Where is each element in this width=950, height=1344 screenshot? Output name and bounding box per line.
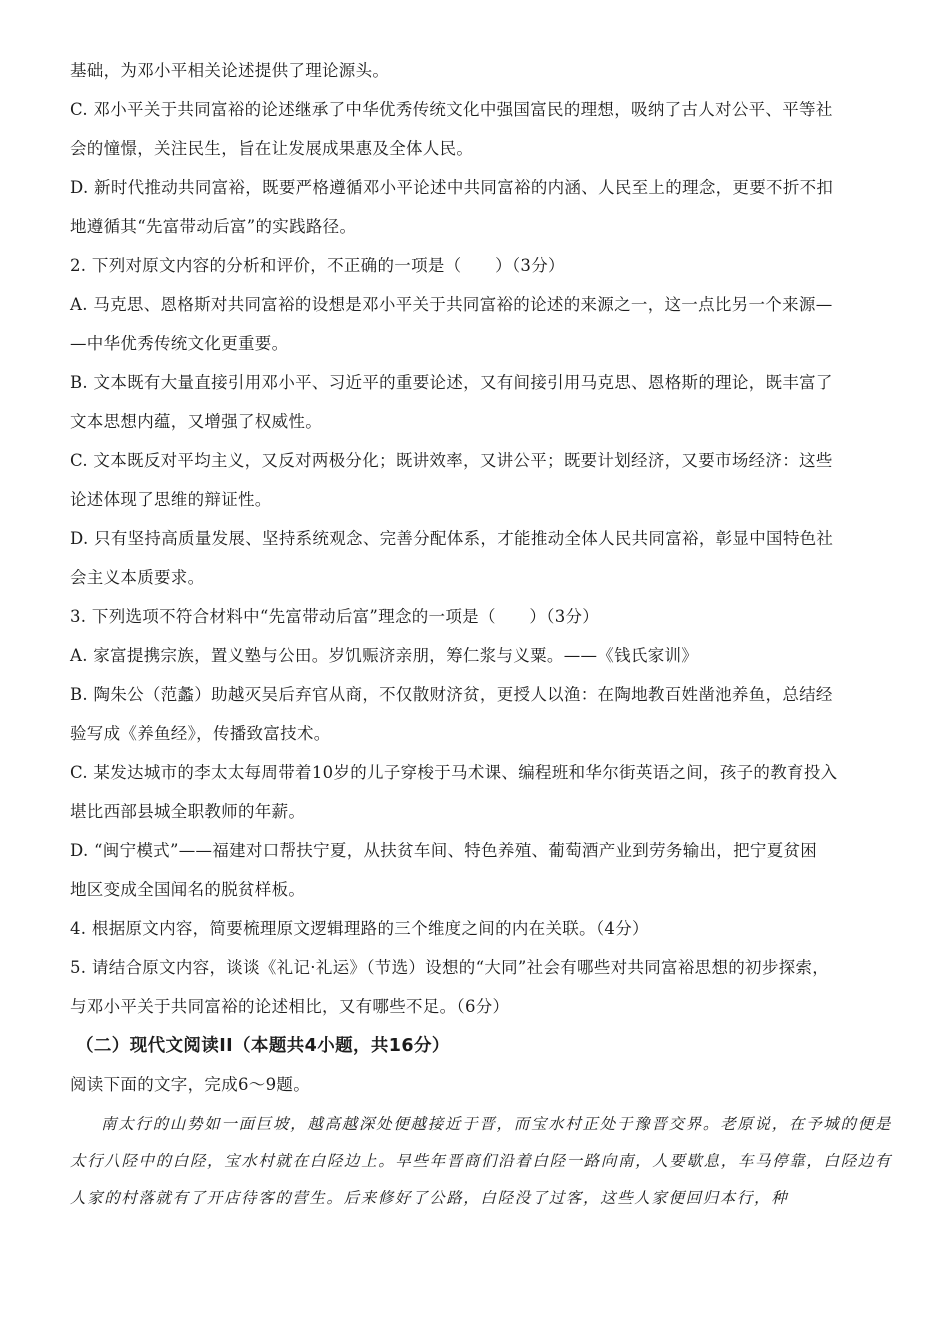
q3-option-b-line-1: B. 陶朱公（范蠡）助越灭吴后弃官从商，不仅散财济贫，更授人以渔：在陶地教百姓凿池养鱼，总结经 xyxy=(70,685,833,704)
q3-option-a: A. 家富提携宗族，置义塾与公田。岁饥赈济亲朋，筹仁浆与义粟。——《钱氏家训》 xyxy=(70,646,699,665)
story-paragraph: 南太行的山势如一面巨坡，越高越深处便越接近于晋，而宝水村正处于豫晋交界。老原说，在予城的便是太行八陉中的白陉，宝水村就在白陉边上。早些年晋商们沿着白陉一路向南，人要歇息，车马停靠，白陉边有人家的村落就有了开店待客的营生。后来修好了公路，白陉没了过客，这些人家便回归本行，种 xyxy=(70,1115,892,1207)
reading-instruction: 阅读下面的文字，完成6～9题。 xyxy=(70,1075,310,1094)
q3-option-d-line-2: 地区变成全国闻名的脱贫样板。 xyxy=(70,880,306,899)
section-title: （二）现代文阅读II（本题共4小题，共16分） xyxy=(76,1036,450,1056)
option-d-line-1: D. 新时代推动共同富裕，既要严格遵循邓小平论述中共同富裕的内涵、人民至上的理念，更要不折不扣 xyxy=(70,178,834,197)
q2-option-c-line-1: C. 文本既反对平均主义，又反对两极分化；既讲效率，又讲公平；既要计划经济，又要市场经济：这些 xyxy=(70,451,833,470)
q2-option-c-line-2: 论述体现了思维的辩证性。 xyxy=(70,490,272,509)
q3-option-d-line-1: D. “闽宁模式”——福建对口帮扶宁夏，从扶贫车间、特色养殖、葡萄酒产业到劳务输出，把宁夏贫困 xyxy=(70,841,818,860)
question-2: 2. 下列对原文内容的分析和评价，不正确的一项是（ ）（3分） xyxy=(70,256,565,275)
q3-option-c-line-2: 堪比西部县城全职教师的年薪。 xyxy=(70,802,306,821)
option-c-line-1: C. 邓小平关于共同富裕的论述继承了中华优秀传统文化中强国富民的理想，吸纳了古人对公平、平等社 xyxy=(70,100,833,119)
option-d-line-2: 地遵循其“先富带动后富”的实践路径。 xyxy=(70,217,357,236)
q2-option-d-line-1: D. 只有坚持高质量发展、坚持系统观念、完善分配体系，才能推动全体人民共同富裕，彰显中国特色社 xyxy=(70,529,834,548)
question-5-line-2: 与邓小平关于共同富裕的论述相比，又有哪些不足。（6分） xyxy=(70,997,510,1016)
q2-option-b-line-1: B. 文本既有大量直接引用邓小平、习近平的重要论述，又有间接引用马克思、恩格斯的理论，既丰富了 xyxy=(70,373,833,392)
q2-option-d-line-2: 会主义本质要求。 xyxy=(70,568,205,587)
q3-option-c-line-1: C. 某发达城市的李太太每周带着10岁的儿子穿梭于马术课、编程班和华尔街英语之间，孩子的教育投入 xyxy=(70,763,838,782)
question-5-line-1: 5. 请结合原文内容，谈谈《礼记·礼运》（节选）设想的“大同”社会有哪些对共同富裕思想的初步探索， xyxy=(70,958,830,977)
question-4: 4. 根据原文内容，简要梳理原文逻辑理路的三个维度之间的内在关联。（4分） xyxy=(70,919,649,938)
text-line: 基础，为邓小平相关论述提供了理论源头。 xyxy=(70,61,390,80)
option-c-line-2: 会的憧憬，关注民生，旨在让发展成果惠及全体人民。 xyxy=(70,139,474,158)
q2-option-b-line-2: 文本思想内蕴，又增强了权威性。 xyxy=(70,412,322,431)
question-3: 3. 下列选项不符合材料中“先富带动后富”理念的一项是（ ）（3分） xyxy=(70,607,600,626)
q2-option-a-line-1: A. 马克思、恩格斯对共同富裕的设想是邓小平关于共同富裕的论述的来源之一，这一点比另一个来源— xyxy=(70,295,833,314)
q2-option-a-line-2: —中华优秀传统文化更重要。 xyxy=(70,334,289,353)
q3-option-b-line-2: 验写成《养鱼经》，传播致富技术。 xyxy=(70,724,331,743)
